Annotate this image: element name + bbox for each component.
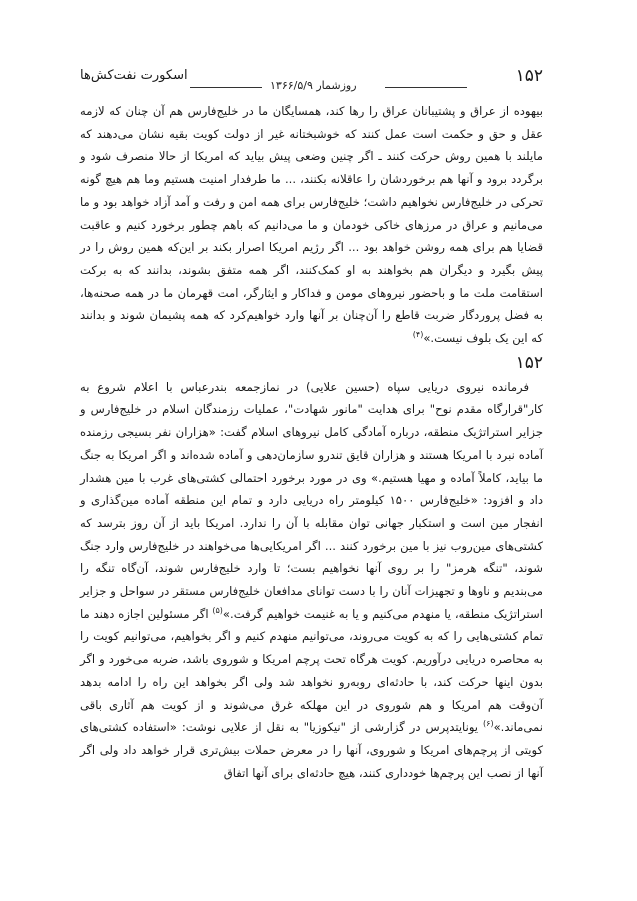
footnote-marker: (۵) bbox=[212, 605, 223, 615]
diary-date: روزشمار ۱۳۶۶/۵/۹ bbox=[270, 79, 357, 92]
paragraph-continued bbox=[80, 100, 543, 350]
page-header bbox=[80, 66, 543, 100]
book-title: اسکورت نفت‌کش‌ها bbox=[80, 68, 188, 83]
paragraph-text: اگر مسئولین اجازه دهند ما تمام کشتی‌هایی را که به کویت می‌روند، می‌توانیم منهدم کنیم و اگر بخواهیم، می‌توانیم کویت را به محاصره دریایی درآوریم. کویت هرگاه تحت پرچم امریکا و شوروی باشد، ضربه می‌خورد و اگر بدون اینها حرکت کند، با حادثه‌ای روبه‌رو نخواهد شد ولی اگر بخواهد این راه را ادامه بدهد آن‌وقت هم امریکا و هم شوروی در این مهلکه غرق می‌شوند و از کویت هم آثاری باقی نمی‌ماند.» bbox=[80, 606, 543, 735]
section-number: ۱۵۲ bbox=[515, 352, 543, 373]
paragraph-text: بیهوده از عراق و پشتیبانان عراق را رها کند، همسایگان ما در خلیج‌فارس هم آن چنان که لازمه عقل و حق و حکمت است عمل کنند که خوشبختانه غیر از دولت کویت بقیه نشان می‌دهند که مایلند با همین روش حرکت کنند ـ اگر چنین وضعی پیش بیاید که امریکا از حالا منصرف شود و برگردد برود و آنها هم برخوردشان را عاقلانه بکنند، ... ما طرفدار امنیت هستیم وما هم هیچ گونه تحرکی در خلیج‌فارس نخواهیم داشت؛ خلیج‌فارس برای همه امن و رفت و آمد آزاد خواهد بود و ما می‌مانیم و عراق در مرزهای خاکی خودمان و ما می‌دانیم که باهم چطور برخورد کنیم و عاقبت قضایا هم برای همه روشن خواهد بود ... اگر رژیم امریکا اصرار بکند بر این‌که همین روش را در پیش بگیرد و دیگران هم بخواهند به او کمک‌کنند، اگر همه متفق بشوند، بدانند که به برکت استقامت ملت ما و باحضور نیروهای مومن و فداکار و ایثارگر، امت قهرمان ما در همه صحنه‌ها، به فضل پروردگار ضربت قاطع را آن‌چنان بر آنها وارد خواهیم‌کرد که همه پشیمان شوند و بدانند که این یک بلوف نیست.» bbox=[80, 104, 543, 346]
paragraph-text: فرمانده نیروی دریایی سپاه (حسین علایی) در نمازجمعه بندرعباس با اعلام شروع به کار"قرارگاه مقدم نوح" برای هدایت "مانور شهادت"، عملیات رزمندگان اسلام در خلیج‌فارس و جزایر استراتژیک منطقه، درباره آمادگی کامل نیروهای اسلام گفت: «هزاران نفر بسیجی رزمنده آماده نبرد با امریکا هستند و هزاران قایق تندرو سازمان‌دهی و آماده شده‌اند و اگر امریکا به جنگ ما بیاید، کاملاً آماده و مهیا هستیم.» وی در مورد برخورد احتمالی کشتی‌های غرب با مین هشدار داد و افزود: «خلیج‌فارس ۱۵۰۰ کیلومتر راه دریایی دارد و تمام این منطقه آماده مین‌گذاری و انفجار مین است و استکبار جهانی توان مقابله با آن را ندارد. امریکا باید از آن روز بترسد که کشتی‌های مین‌روب نیز با مین برخورد کنند ... اگر امریکایی‌ها می‌خواهند در خلیج‌فارس وارد جنگ شوند، "تنگه هرمز" را بر روی آنها نخواهیم بست؛ تا وارد خلیج‌فارس شوند، آن‌گاه تنگه را می‌بندیم و ناوها و تجهیزات آنان را با دست توانای مدافعان خلیج‌فارس مستقر در سواحل و جزایر استراتژیک منطقه، یا منهدم می‌کنیم و یا به غنیمت خواهیم گرفت.» bbox=[80, 379, 544, 621]
page-number: ۱۵۲ bbox=[515, 66, 543, 86]
paragraph-text: یونایتدپرس در گزارشی از "نیکوزیا" به نقل از علایی نوشت: «استفاده کشتی‌های کویتی از پرچم‌های امریکا و شوروی، آنها را در معرض حملات بیش‌تری قرار خواهد داد ولی اگر آنها از نصب این پرچم‌ها خودداری کنند، هیچ حادثه‌ای برای آنها اتفاق bbox=[80, 720, 543, 780]
page-body bbox=[80, 100, 543, 784]
header-rule-right bbox=[385, 87, 467, 88]
footnote-marker: (۴) bbox=[412, 330, 424, 340]
paragraph-main bbox=[80, 376, 543, 785]
footnote-marker: (۶) bbox=[483, 719, 494, 729]
header-rule-left bbox=[190, 87, 262, 88]
